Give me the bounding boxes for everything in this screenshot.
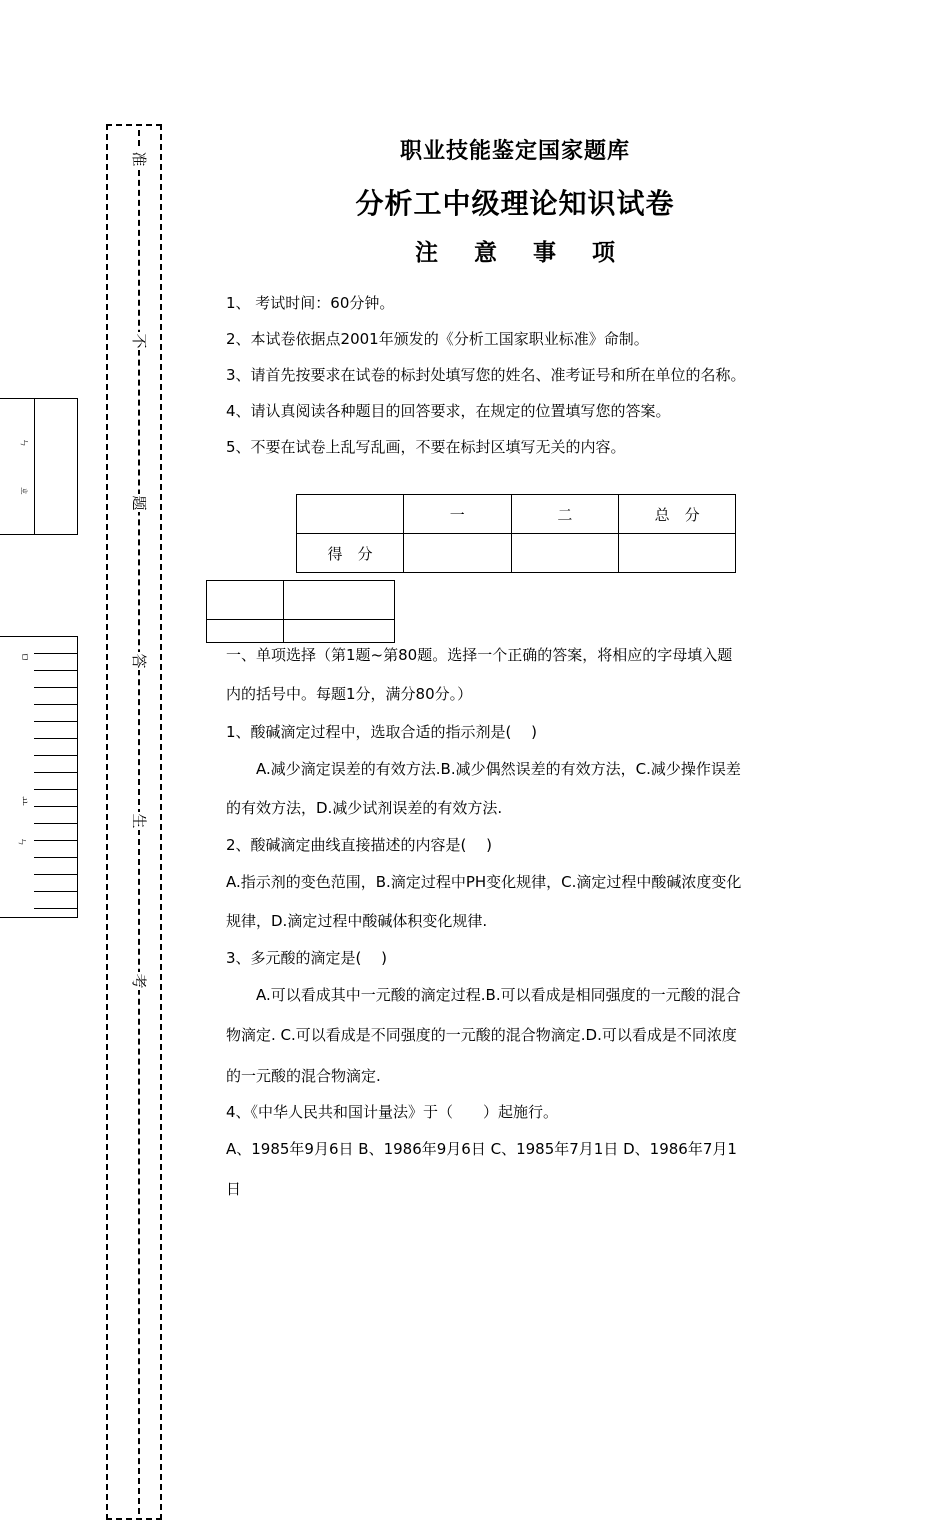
exam-paper-title: 分析工中级理论知识试卷 bbox=[355, 187, 675, 220]
grader-cell[interactable] bbox=[283, 620, 394, 643]
score-cell[interactable] bbox=[403, 534, 511, 573]
instruction-item: 1、 考试时间：60分钟。 bbox=[226, 294, 395, 312]
binding-char: 答 bbox=[130, 653, 148, 669]
question-options: 的有效方法，D.减少试剂误差的有效方法. bbox=[226, 799, 503, 817]
instruction-item: 3、请首先按要求在试卷的标封处填写您的姓名、准考证号和所在单位的名称。 bbox=[226, 366, 746, 384]
score-header-cell bbox=[297, 495, 404, 534]
question-options: 日 bbox=[226, 1180, 242, 1198]
exam-bank-title: 职业技能鉴定国家题库 bbox=[399, 139, 630, 164]
instruction-item: 5、不要在试卷上乱写乱画，不要在标封区填写无关的内容。 bbox=[226, 438, 626, 456]
grader-table bbox=[206, 580, 395, 643]
id-grid-cells bbox=[34, 637, 77, 917]
candidate-id-grid bbox=[0, 636, 78, 918]
score-cell[interactable] bbox=[511, 534, 619, 573]
candidate-info-box bbox=[0, 398, 78, 847]
score-header-cell: 一 bbox=[403, 495, 511, 534]
question-stem: 2、酸碱滴定曲线直接描述的内容是( ) bbox=[226, 836, 493, 854]
question-options: 的一元酸的混合物滴定. bbox=[226, 1067, 381, 1085]
question-options: A.可以看成其中一元酸的滴定过程.B.可以看成是相同强度的一元酸的混合 bbox=[226, 986, 741, 1004]
question-stem: 1、酸碱滴定过程中，选取合适的指示剂是( ) bbox=[226, 723, 538, 741]
section-heading: 内的括号中。每题1分，满分80分。） bbox=[226, 685, 473, 703]
side-label: ㄣ bbox=[18, 438, 29, 448]
grader-cell[interactable] bbox=[207, 620, 284, 643]
side-label: ㅛ bbox=[17, 796, 29, 806]
score-row-label: 得 分 bbox=[297, 534, 404, 573]
question-stem: 3、多元酸的滴定是( ) bbox=[226, 949, 388, 967]
question-options: A、1985年9月6日 B、1986年9月6日 C、1985年7月1日 D、1986年7月1 bbox=[226, 1140, 737, 1158]
side-label: ㄓ bbox=[18, 486, 29, 496]
score-header-cell: 二 bbox=[511, 495, 619, 534]
side-label: ㅁ bbox=[17, 652, 29, 662]
grader-cell[interactable] bbox=[283, 581, 394, 620]
score-cell[interactable] bbox=[619, 534, 736, 573]
question-options: 物滴定. C.可以看成是不同强度的一元酸的混合物滴定.D.可以看成是不同浓度 bbox=[226, 1026, 737, 1044]
box-divider bbox=[34, 399, 35, 534]
score-table bbox=[296, 494, 736, 573]
binding-char: 考 bbox=[130, 973, 148, 989]
binding-char: 生 bbox=[130, 813, 148, 829]
binding-char: 不 bbox=[130, 333, 148, 349]
binding-char: 题 bbox=[130, 495, 148, 511]
question-stem: 4、《中华人民共和国计量法》于（ ）起施行。 bbox=[226, 1103, 559, 1121]
side-label: ㄣ bbox=[16, 837, 27, 847]
section-heading: 一、单项选择（第1题~第80题。选择一个正确的答案，将相应的字母填入题 bbox=[226, 646, 733, 664]
question-options: 规律，D.滴定过程中酸碱体积变化规律. bbox=[226, 912, 488, 930]
notice-heading: 注 意 事 项 bbox=[414, 240, 616, 266]
instruction-item: 4、请认真阅读各种题目的回答要求，在规定的位置填写您的答案。 bbox=[226, 402, 671, 420]
grader-cell[interactable] bbox=[207, 581, 284, 620]
score-header-cell: 总 分 bbox=[619, 495, 736, 534]
question-options: A.指示剂的变色范围，B.滴定过程中PH变化规律，C.滴定过程中酸碱浓度变化 bbox=[226, 873, 742, 891]
instruction-item: 2、本试卷依据点2001年颁发的《分析工国家职业标准》命制。 bbox=[226, 330, 649, 348]
binding-char: 准 bbox=[130, 151, 148, 167]
question-options: A.减少滴定误差的有效方法.B.减少偶然误差的有效方法，C.减少操作误差 bbox=[226, 760, 741, 778]
